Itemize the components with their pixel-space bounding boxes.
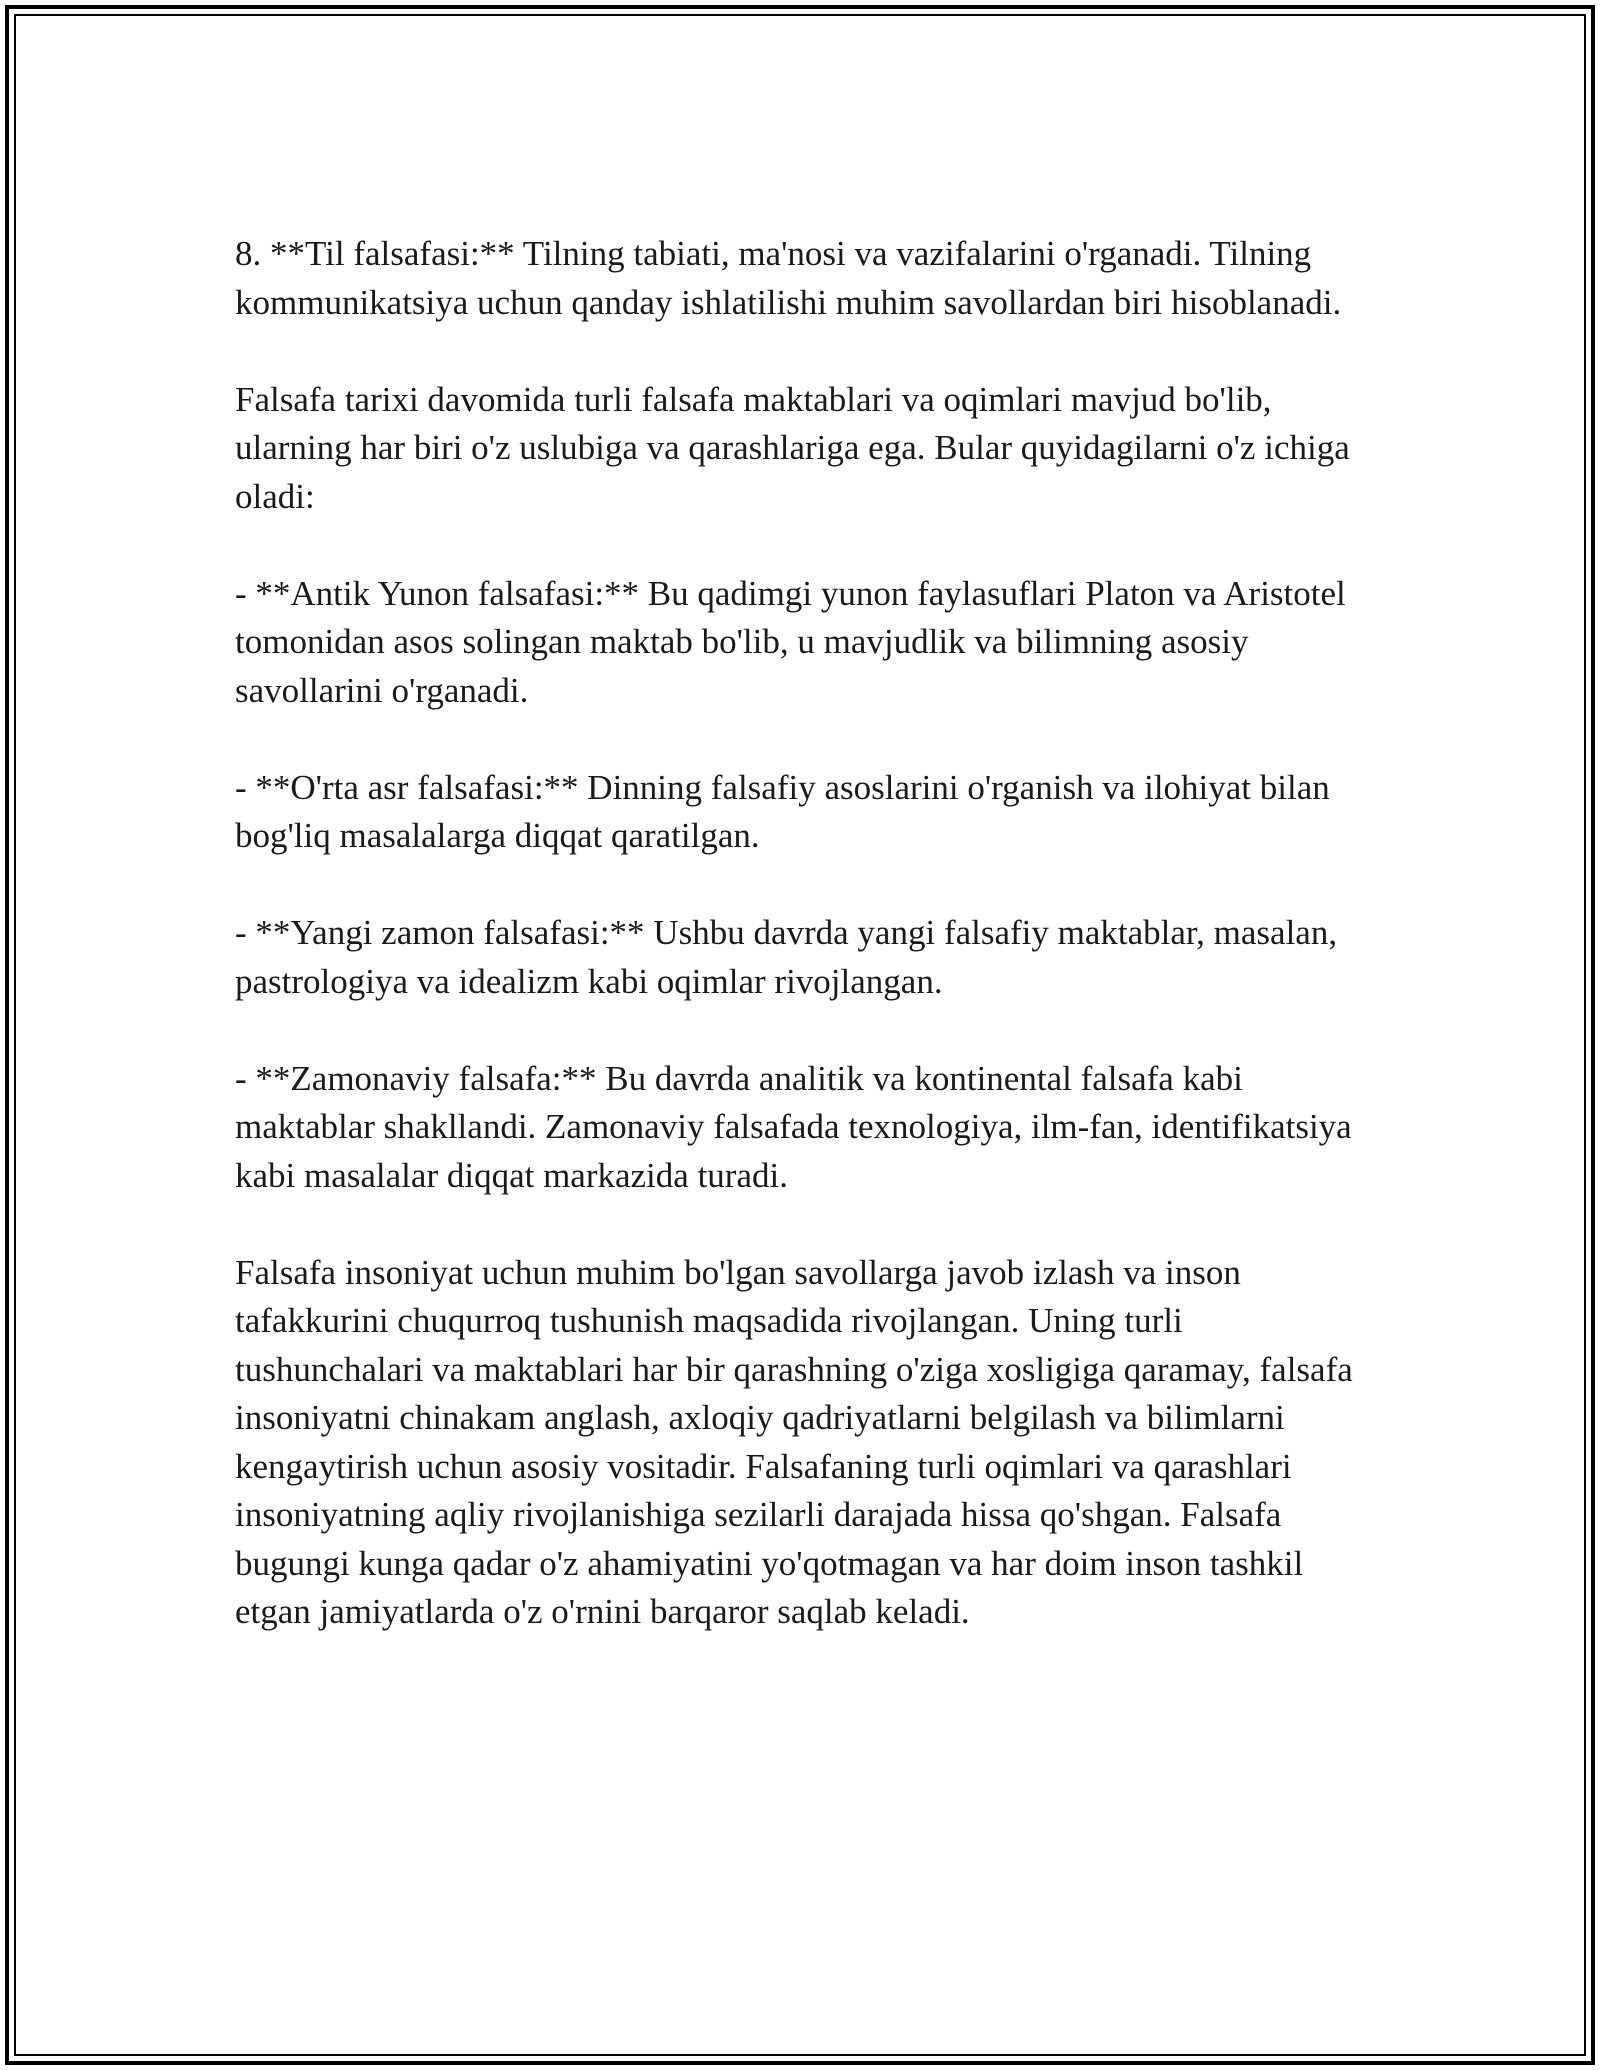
list-item-zamonaviy: - **Zamonaviy falsafa:** Bu davrda analitik va kontinental falsafa kabi maktablar shakllandi. Zamonaviy falsafada texnologiya, ilm-fan, identifikatsiya kabi masalalar diqqat markazida turadi. — [235, 1058, 1352, 1195]
list-item-yangi-zamon: - **Yangi zamon falsafasi:** Ushbu davrda yangi falsafiy maktablar, masalan, pastrologiya va idealizm kabi oqimlar rivojlangan. — [235, 913, 1338, 1001]
list-item-antik-yunon: - **Antik Yunon falsafasi:** Bu qadimgi yunon faylasuflari Platon va Aristotel tomonidan asos solingan maktab bo'lib, u mavjudlik va bilimning asosiy savollarini o'rganadi. — [235, 573, 1346, 710]
paragraph-conclusion: Falsafa insoniyat uchun muhim bo'lgan savollarga javob izlash va inson tafakkurini chuqurroq tushunish maqsadida rivojlangan. Uning turli tushunchalari va maktablari har bir qarashning o'ziga xosligiga qaramay, falsafa insoniyatni chinakam anglash, axloqiy qadriyatlarni belgilash va bilimlarni kengaytirish uchun asosiy vositadir. Falsafaning turli oqimlari va qarashlari insoniyatning aqliy rivojlanishiga sezilarli darajada hissa qo'shgan. Falsafa bugungi kunga qadar o'z ahamiyatini yo'qotmagan va har doim inson tashkil etgan jamiyatlarda o'z o'rnini barqaror saqlab keladi. — [235, 1252, 1353, 1631]
document-body — [235, 230, 1355, 1637]
list-item-orta-asr: - **O'rta asr falsafasi:** Dinning falsafiy asoslarini o'rganish va ilohiyat bilan bog'liq masalalarga diqqat qaratilgan. — [235, 767, 1330, 855]
paragraph-til-falsafasi: 8. **Til falsafasi:** Tilning tabiati, ma'nosi va vazifalarini o'rganadi. Tilning kommunikatsiya uchun qanday ishlatilishi muhim savollardan biri hisoblanadi. — [235, 234, 1342, 322]
paragraph-falsafa-tarixi: Falsafa tarixi davomida turli falsafa maktablari va oqimlari mavjud bo'lib, ularning har biri o'z uslubiga va qarashlariga ega. Bular quyidagilarni o'z ichiga oladi: — [235, 379, 1350, 516]
